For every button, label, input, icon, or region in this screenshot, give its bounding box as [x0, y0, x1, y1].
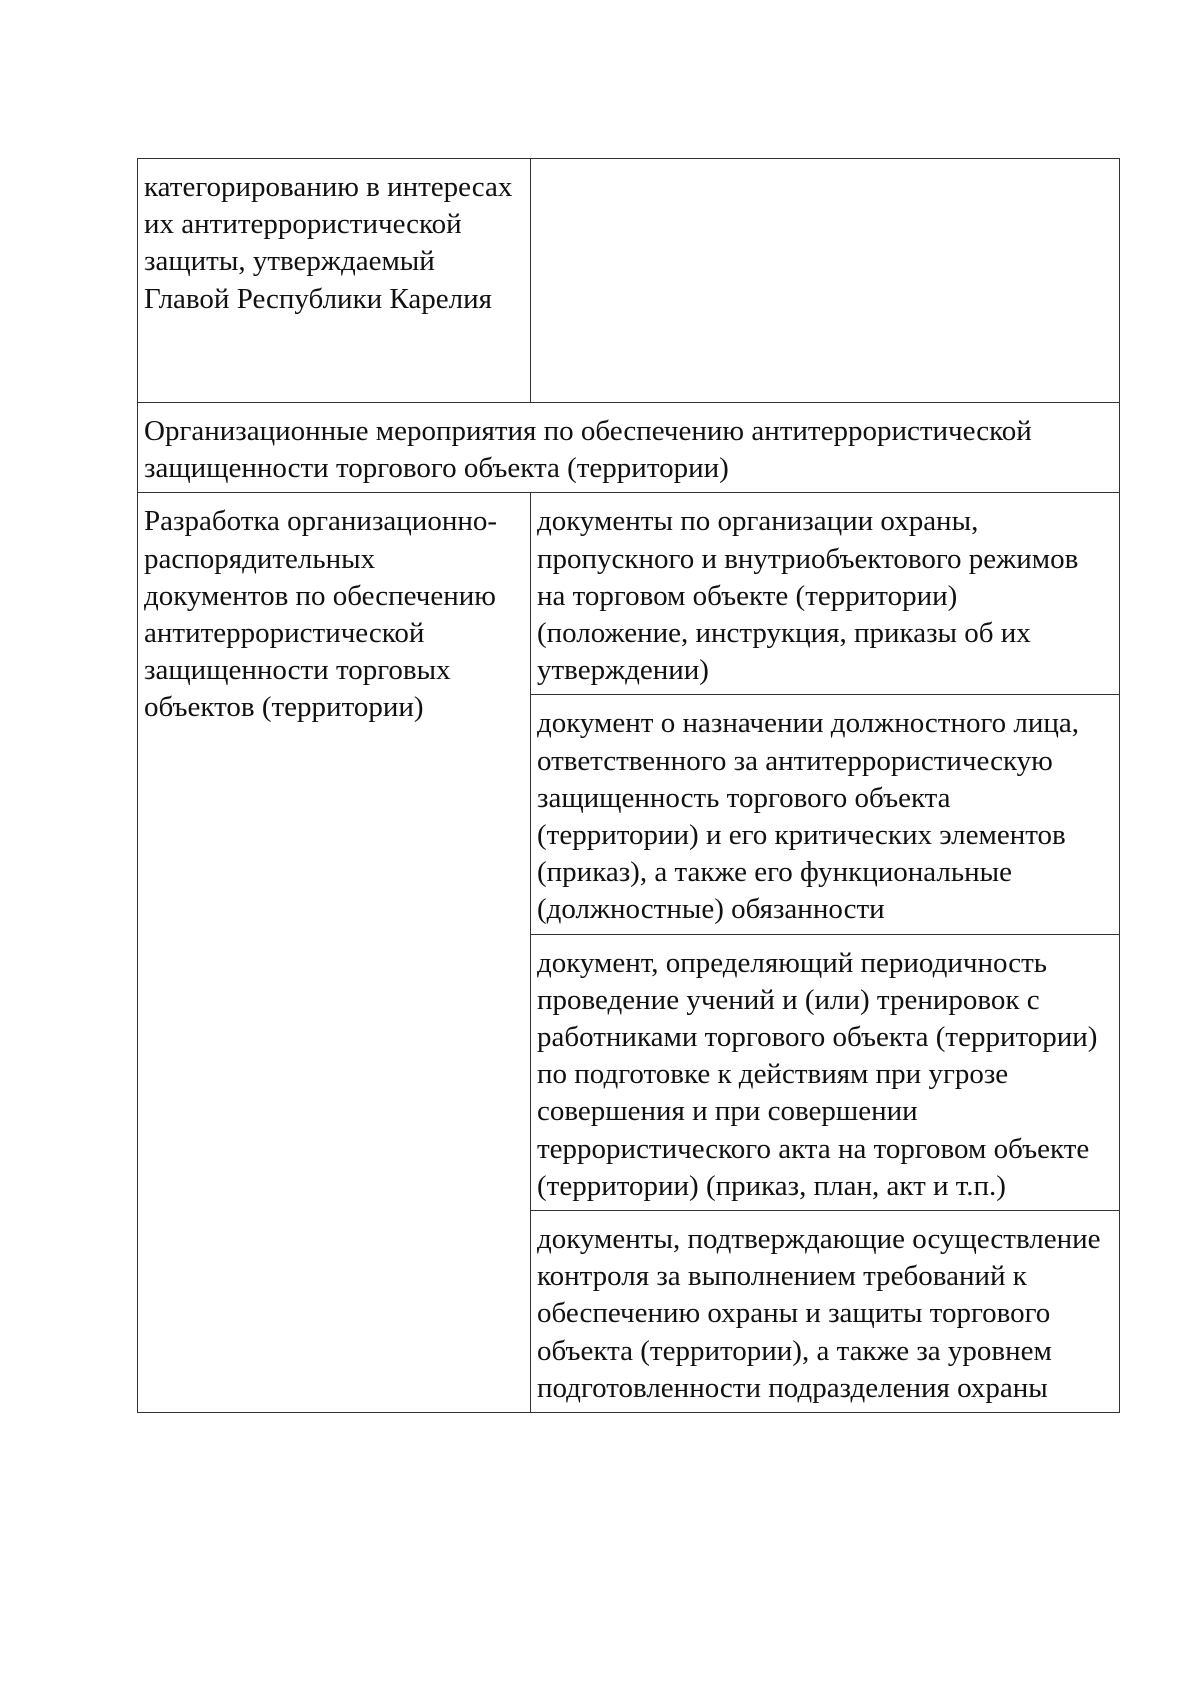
- document-item-text: документы по организации охраны, пропускного и внутриобъектового режимов на торговом объекте (территории) (положение, инструкция, приказы об их утверждении): [537, 505, 1079, 687]
- table-cell-empty: [531, 159, 1120, 403]
- cell-text: категорированию в интересах их антитеррористической защиты, утверждаемый Главой Республики Карелия: [144, 171, 513, 315]
- document-item-text: документы, подтверждающие осуществление контроля за выполнением требований к обеспечению охраны и защиты торгового объекта (территории), а также за уровнем подготовленности подразделения охраны: [537, 1223, 1101, 1404]
- requirements-table: [137, 158, 1120, 1413]
- table-row: [138, 493, 1120, 695]
- document-item-cell: [531, 934, 1120, 1210]
- table-cell-continued-text: [138, 159, 531, 403]
- document-item-cell: [531, 695, 1120, 934]
- table-row: [138, 159, 1120, 403]
- table-row-section-header: [138, 403, 1120, 493]
- section-header-cell: [138, 403, 1120, 493]
- document-item-cell: [531, 493, 1120, 695]
- document-item-text: документ, определяющий периодичность проведение учений и (или) тренировок с работниками торгового объекта (территории) по подготовке к действиям при угрозе совершения и при совершении террористического акта на торговом объекте (территории) (приказ, план, акт и т.п.): [537, 946, 1098, 1202]
- document-item-cell: [531, 1211, 1120, 1413]
- section-header-text: Организационные мероприятия по обеспечению антитеррористической защищенности торгового объекта (территории): [144, 415, 1032, 485]
- document-item-text: документ о назначении должностного лица, ответственного за антитеррористическую защищенность торгового объекта (территории) и его критических элементов (приказ), а также его функциональные (должностные) обязанности: [537, 707, 1080, 926]
- measure-text: Разработка организационно-распорядительных документов по обеспечению антитеррористической защищенности торговых объектов (территории): [144, 505, 498, 724]
- measure-cell: [138, 493, 531, 1413]
